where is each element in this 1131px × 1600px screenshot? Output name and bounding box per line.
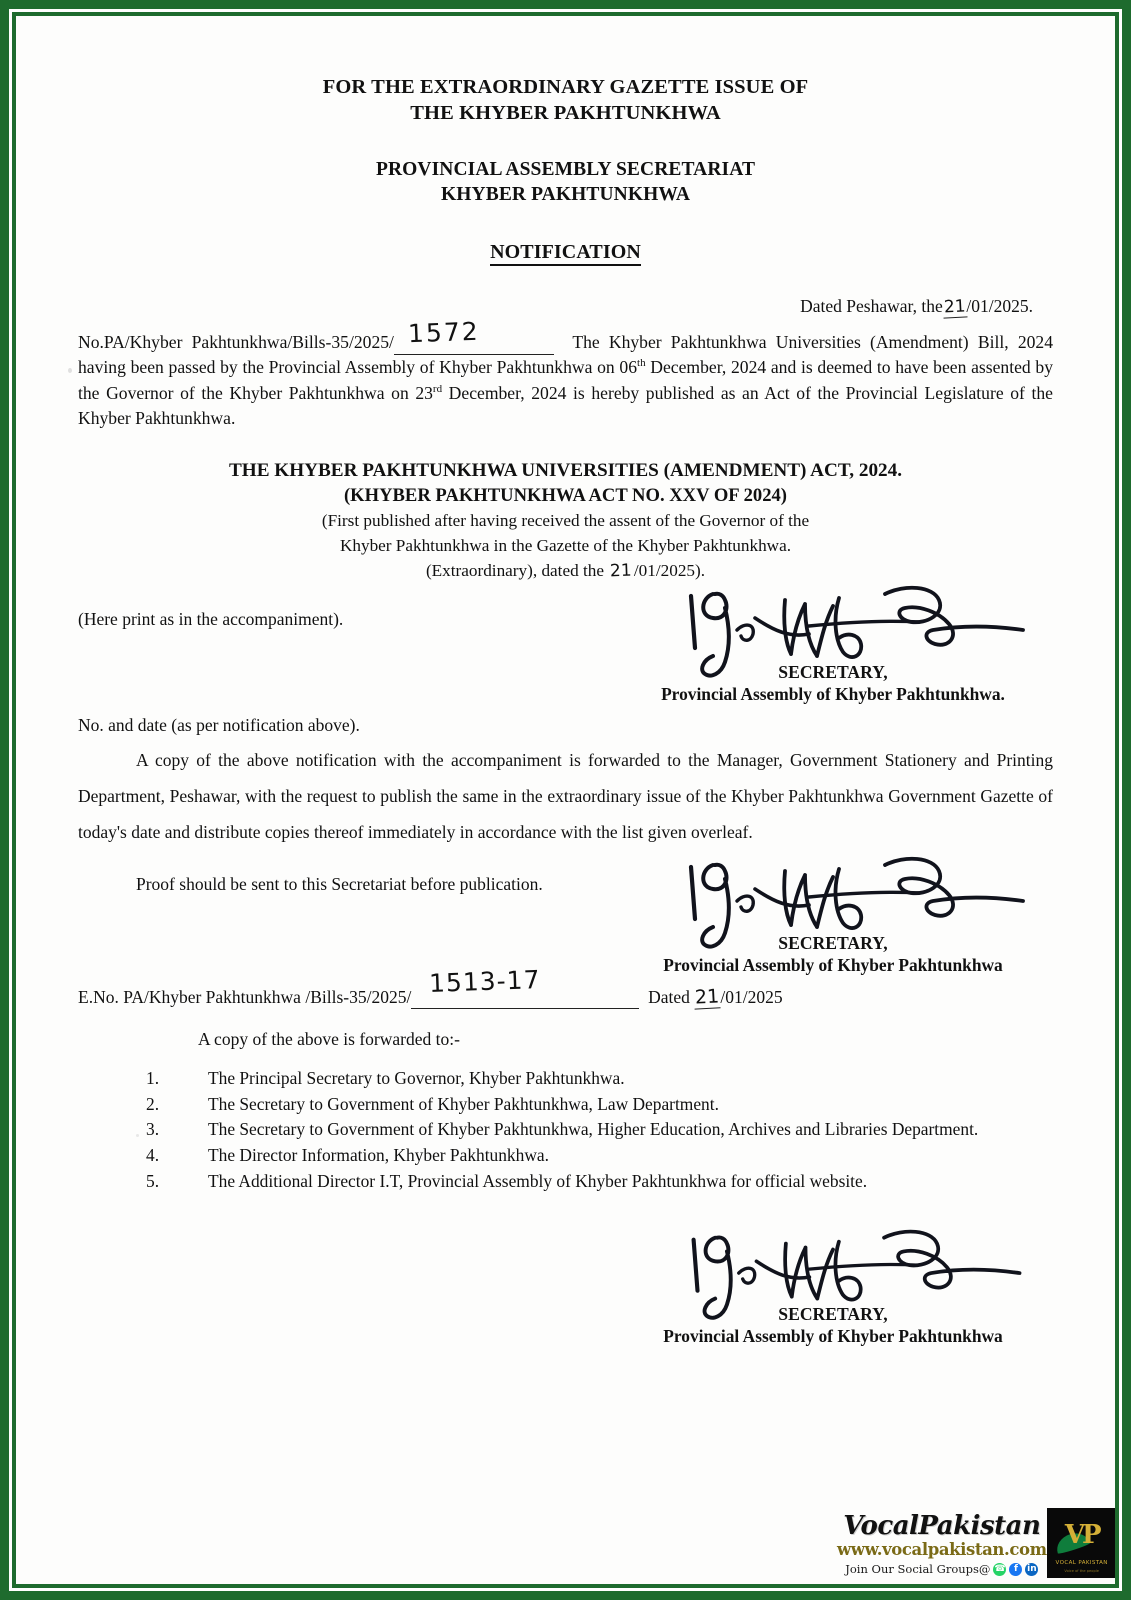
act-subtitle-line2: Khyber Pakhtunkhwa in the Gazette of the Khyber Pakhtunkhwa. — [339, 536, 792, 556]
signature-org-2: Provincial Assembly of Khyber Pakhtunkhwa — [663, 954, 1003, 975]
assembly-heading-line2: KHYBER PAKHTUNKHWA — [441, 184, 690, 206]
dated-peshawar-line — [78, 296, 1053, 318]
signature-block-3 — [613, 1222, 1053, 1347]
list-item-number: 3. — [146, 1119, 160, 1140]
notification-text-part2: December, 2024 and is deemed to have been assented by the Governor of the Khyber Pakhtunkhwa on 23 — [78, 357, 1053, 403]
signature-org-1: Provincial Assembly of Khyber Pakhtunkhwa. — [661, 683, 1005, 704]
ordinal-suffix-23: rd — [432, 383, 443, 396]
document-content — [16, 16, 1115, 1584]
watermark-brand: VocalPakistan — [843, 1511, 1041, 1542]
list-item-text: The Additional Director I.T, Provincial Assembly of Khyber Pakhtunkhwa for official website. — [208, 1170, 868, 1191]
signature-title-1: SECRETARY, — [778, 661, 888, 682]
list-item — [146, 1092, 1029, 1117]
endorsement-dated-label: Dated — [648, 986, 690, 1007]
vocalpakistan-watermark — [837, 1508, 1108, 1578]
act-title-line2: (KHYBER PAKHTUNKHWA ACT NO. XXV OF 2024) — [343, 484, 787, 506]
list-item — [146, 1169, 1029, 1194]
forwarded-to-label: A copy of the above is forwarded to:- — [198, 1028, 460, 1049]
dated-label: Dated Peshawar, the — [800, 295, 943, 316]
endorsement-number-blank — [411, 965, 639, 1009]
assembly-heading — [78, 158, 1053, 208]
whatsapp-icon[interactable]: ☎ — [994, 1563, 1006, 1574]
dated-handwritten-day: 21 — [943, 296, 966, 318]
recipient-list — [78, 1066, 1053, 1194]
proof-note: Proof should be sent to this Secretariat before publication. — [136, 873, 543, 894]
act-subtitle-line1: (First published after having received the assent of the Governor of the — [321, 511, 810, 531]
gazette-heading — [78, 74, 1053, 126]
gazette-heading-line1: FOR THE EXTRAORDINARY GAZETTE ISSUE OF — [322, 76, 809, 98]
logo-label: VOCAL PAKISTAN — [1055, 1560, 1108, 1566]
forward-paragraph-text: A copy of the above notification with the accompaniment is forwarded to the Manager, Government Stationery and Printing Department, Peshawar, with the request to publish the same in the extraordinary issue of the Khyber Pakhtunkhwa Government Gazette of today's date and distribute copies thereof immediately in accordance with the list given overleaf. — [78, 749, 1053, 842]
list-item-text: The Director Information, Khyber Pakhtunkhwa. — [208, 1145, 549, 1166]
list-item — [146, 1143, 1029, 1168]
frame-inner-border — [9, 9, 1122, 1591]
watermark-social-row — [837, 1562, 1047, 1576]
act-extraordinary-handwritten-day: 21 — [609, 560, 633, 582]
notification-text-part3: December, 2024 is hereby published as an Act of the Provincial Legislature of the Khyber Pakhtunkhwa. — [78, 382, 1053, 429]
facebook-icon[interactable]: f — [1009, 1563, 1022, 1576]
signature-org-3: Provincial Assembly of Khyber Pakhtunkhwa — [663, 1325, 1003, 1346]
dated-rest: /01/2025. — [966, 295, 1033, 316]
document-sheet — [16, 16, 1115, 1584]
watermark-join-label: Join Our Social Groups@ — [845, 1562, 991, 1576]
list-item-text: The Secretary to Government of Khyber Pakhtunkhwa, Higher Education, Archives and Libraries Department. — [208, 1119, 979, 1140]
signature-title-2: SECRETARY, — [778, 932, 888, 953]
reference-number-handwritten: 1572 — [407, 317, 481, 349]
list-item — [146, 1117, 1029, 1142]
watermark-text-block — [837, 1513, 1047, 1578]
notification-paragraph — [78, 317, 1054, 432]
signature-block-1 — [613, 578, 1053, 705]
list-item-number: 1. — [146, 1067, 160, 1088]
act-title-block — [78, 458, 1053, 583]
notification-text-part1: The Khyber Pakhtunkhwa Universities (Amendment) Bill, 2024 having been passed by the Provincial Assembly of Khyber Pakhtunkhwa on 06 — [78, 331, 1054, 378]
ordinal-suffix-06: th — [637, 357, 646, 370]
notification-title-text: NOTIFICATION — [490, 241, 641, 266]
endorsement-dated-rest: /01/2025 — [720, 986, 783, 1007]
here-print-note: (Here print as in the accompaniment). — [78, 608, 344, 629]
act-extraordinary-post: /01/2025). — [633, 560, 706, 580]
signature-title-3: SECRETARY, — [778, 1303, 888, 1324]
list-item-text: The Principal Secretary to Governor, Khyber Pakhtunkhwa. — [208, 1067, 625, 1088]
list-item-text: The Secretary to Government of Khyber Pakhtunkhwa, Law Department. — [208, 1093, 719, 1114]
logo-sublabel: Voice of the people — [1064, 1569, 1099, 1573]
endorsement-prefix: E.No. PA/Khyber Pakhtunkhwa /Bills-35/2025/ — [78, 986, 412, 1007]
endorsement-number-handwritten: 1513-17 — [428, 965, 542, 998]
list-item-number: 5. — [146, 1170, 160, 1191]
list-item-number: 2. — [146, 1093, 160, 1114]
logo-monogram: VP — [1064, 1520, 1099, 1550]
notification-title — [78, 240, 1053, 266]
reference-number-blank — [394, 317, 554, 355]
assembly-heading-line1: PROVINCIAL ASSEMBLY SECRETARIAT — [375, 159, 756, 181]
vocalpakistan-logo — [1047, 1508, 1115, 1578]
act-extraordinary-pre: (Extraordinary), dated the — [425, 560, 604, 580]
endorsement-number-line — [78, 965, 1053, 1009]
list-item — [146, 1066, 1029, 1091]
forward-paragraph — [78, 742, 1053, 850]
no-and-date-note: No. and date (as per notification above). — [78, 714, 360, 735]
signature-block-2 — [613, 849, 1053, 976]
gazette-heading-line2: THE KHYBER PAKHTUNKHWA — [410, 102, 721, 125]
watermark-url: www.vocalpakistan.com — [837, 1540, 1047, 1560]
reference-number-prefix: No.PA/Khyber Pakhtunkhwa/Bills-35/2025/ — [78, 331, 394, 352]
linkedin-icon[interactable]: in — [1027, 1563, 1037, 1574]
act-title-line1: THE KHYBER PAKHTUNKHWA UNIVERSITIES (AMENDMENT) ACT, 2024. — [228, 459, 903, 481]
endorsement-dated-handwritten-day: 21 — [694, 985, 720, 1009]
list-item-number: 4. — [146, 1145, 160, 1166]
